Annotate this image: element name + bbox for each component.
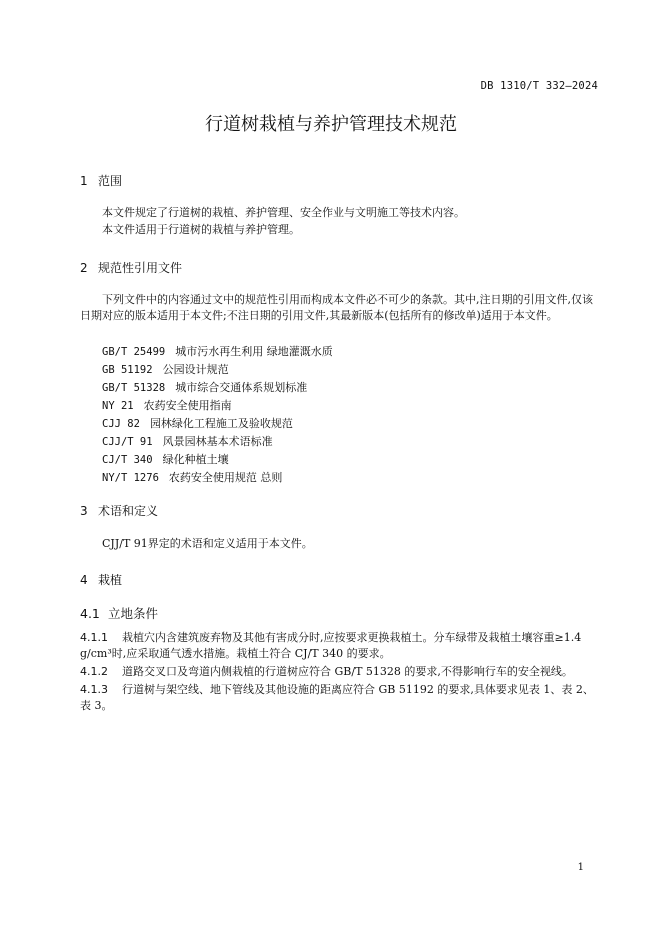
clause-text: 道路交叉口及弯道内侧栽植的行道树应符合 GB/T 51328 的要求,不得影响行车的安全视线。: [122, 665, 573, 678]
section-title: 范围: [98, 174, 123, 188]
clause-number: 4.1.1: [80, 631, 108, 644]
reference-item: [102, 380, 307, 396]
section-number: 2: [80, 261, 88, 275]
subsection-title: 立地条件: [108, 606, 159, 621]
reference-name: 绿化种植土壤: [162, 453, 229, 466]
reference-item: [102, 416, 293, 432]
clause-4-1-2: [80, 664, 600, 680]
reference-code: CJ/T 340: [102, 454, 153, 466]
reference-item: [102, 470, 282, 486]
paragraph: 本文件适用于行道树的栽植与养护管理。: [102, 223, 300, 236]
section-number: 4: [80, 573, 88, 587]
document-title: 行道树栽植与养护管理技术规范: [205, 114, 457, 135]
clause-text: 行道树与架空线、地下管线及其他设施的距离应符合 GB 51192 的要求,具体要求见表 1、表 2、表 3。: [80, 683, 594, 712]
reference-name: 农药安全使用规范 总则: [168, 471, 283, 484]
section-title: 栽植: [98, 573, 123, 587]
section-number: 1: [80, 174, 88, 188]
reference-name: 风景园林基本术语标准: [162, 435, 273, 448]
paragraph: CJJ/T 91界定的术语和定义适用于本文件。: [102, 537, 313, 550]
reference-name: 农药安全使用指南: [143, 399, 232, 412]
reference-code: CJJ/T 91: [102, 436, 153, 448]
clause-text: 栽植穴内含建筑废弃物及其他有害成分时,应按要求更换栽植土。分车绿带及栽植土壤容重≥1.4 g/cm³时,应采取通气透水措施。栽植土符合 CJ/T 340 的要求。: [80, 631, 582, 660]
page-number: 1: [577, 862, 584, 873]
reference-code: CJJ 82: [102, 418, 140, 430]
reference-code: GB 51192: [102, 364, 153, 376]
clause-number: 4.1.3: [80, 683, 108, 696]
reference-item: [102, 398, 232, 414]
reference-name: 城市综合交通体系规划标准: [175, 381, 308, 394]
document-code: DB 1310/T 332—2024: [480, 80, 598, 92]
reference-item: [102, 344, 333, 360]
clause-4-1-3: [80, 682, 600, 714]
clause-4-1-1: [80, 630, 600, 662]
section-title: 规范性引用文件: [98, 261, 183, 275]
reference-name: 城市污水再生利用 绿地灌溉水质: [175, 345, 333, 358]
section-3-heading: [80, 502, 158, 519]
section-4-heading: [80, 571, 122, 588]
subsection-number: 4.1: [80, 606, 100, 621]
section-number: 3: [80, 504, 88, 518]
clause-number: 4.1.2: [80, 665, 108, 678]
reference-item: [102, 452, 229, 468]
reference-code: NY/T 1276: [102, 472, 159, 484]
paragraph: 下列文件中的内容通过文中的规范性引用而构成本文件必不可少的条款。其中,注日期的引用文件,仅该日期对应的版本适用于本文件;不注日期的引用文件,其最新版本(包括所有的修改单)适用于本文件。: [80, 293, 593, 322]
subsection-4-1-heading: [80, 604, 158, 622]
section-title: 术语和定义: [98, 504, 159, 518]
section-2-heading: [80, 259, 182, 276]
section-1-heading: [80, 172, 122, 189]
paragraph: 本文件规定了行道树的栽植、养护管理、安全作业与文明施工等技术内容。: [102, 206, 465, 219]
reference-code: NY 21: [102, 400, 134, 412]
reference-code: GB/T 25499: [102, 346, 166, 358]
reference-code: GB/T 51328: [102, 382, 166, 394]
reference-name: 园林绿化工程施工及验收规范: [149, 417, 293, 430]
reference-item: [102, 434, 273, 450]
reference-name: 公园设计规范: [162, 363, 229, 376]
reference-item: [102, 362, 229, 378]
